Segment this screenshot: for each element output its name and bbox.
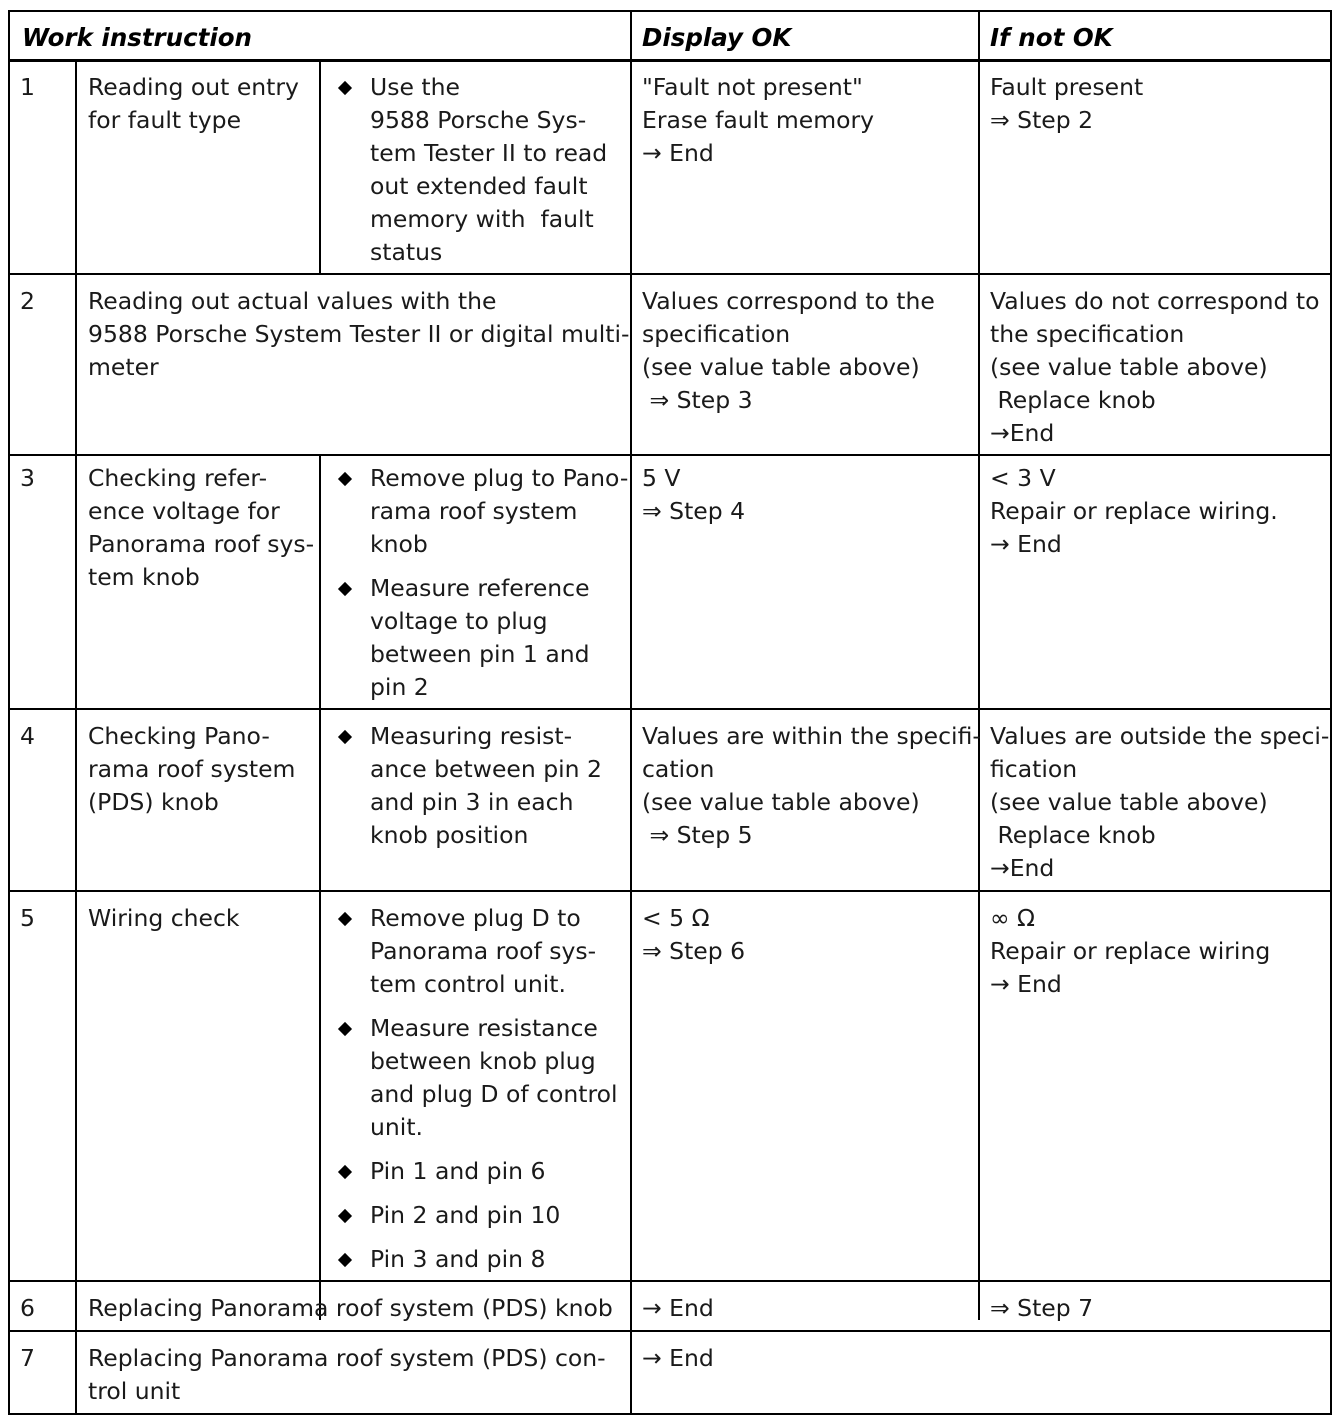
row-divider [10,890,1330,892]
display-ok-text: Values are within the specifi- cation (see value table above) ⇒ Step 5 [642,722,981,849]
column-divider [319,60,321,275]
bullet-item: Remove plug to Pano- rama roof system knob [370,462,628,561]
column-divider [319,455,321,1320]
step-number: 5 [20,904,35,932]
step-number: 4 [20,722,35,750]
bullet-item: Remove plug D to Panorama roof sys- tem control unit. [370,902,596,1001]
column-divider [630,12,632,1413]
work-instruction-table [8,10,1332,1415]
if-not-ok-text: Fault present ⇒ Step 2 [990,73,1144,134]
column-divider [978,12,980,1320]
step-action: Wiring check [88,904,240,932]
bullet-item: Measuring resist- ance between pin 2 and pin 3 in each knob position [370,720,602,852]
header-work-instruction: Work instruction [22,23,252,52]
if-not-ok-text: ∞ Ω Repair or replace wiring → End [990,904,1271,998]
bullet-item: Measure reference voltage to plug between pin 1 and pin 2 [370,572,590,704]
header-display-ok: Display OK [642,23,792,52]
display-ok-text: → End [642,1344,714,1372]
display-ok-text: < 5 Ω ⇒ Step 6 [642,904,746,965]
row-divider [10,59,1330,62]
bullet-item: Measure resistance between knob plug and plug D of control unit. [370,1012,618,1144]
row-divider [10,454,1330,456]
row-divider [10,1280,1330,1282]
display-ok-text: Values correspond to the specification (see value table above) ⇒ Step 3 [642,287,935,414]
step-action: Reading out actual values with the 9588 Porsche System Tester II or digital multi- meter [88,287,630,381]
if-not-ok-text: Values are outside the speci- fication (see value table above) Replace knob →End [990,722,1330,882]
step-action: Reading out entry for fault type [88,73,299,134]
bullet-item: Pin 1 and pin 6 [370,1155,545,1188]
step-number: 6 [20,1294,35,1322]
row-divider [10,1330,1330,1332]
step-action: Checking Pano- rama roof system (PDS) knob [88,722,296,816]
step-number: 3 [20,464,35,492]
step-number: 7 [20,1344,35,1372]
header-if-not-ok: If not OK [990,23,1113,52]
step-number: 1 [20,73,35,101]
step-action: Checking refer- ence voltage for Panorama roof sys- tem knob [88,464,315,591]
step-action: Replacing Panorama roof system (PDS) con- trol unit [88,1344,606,1405]
row-divider [10,273,1330,275]
step-action: Replacing Panorama roof system (PDS) knob [88,1294,613,1322]
display-ok-text: "Fault not present" Erase fault memory → End [642,73,875,167]
if-not-ok-text: Values do not correspond to the specification (see value table above) Replace knob →End [990,287,1320,447]
display-ok-text: 5 V ⇒ Step 4 [642,464,746,525]
column-divider [75,60,77,1413]
if-not-ok-text: ⇒ Step 7 [990,1294,1094,1322]
row-divider [10,708,1330,710]
step-number: 2 [20,287,35,315]
bullet-item: Use the 9588 Porsche Sys- tem Tester II to read out extended fault memory with fault status [370,71,607,269]
display-ok-text: → End [642,1294,714,1322]
bullet-item: Pin 3 and pin 8 [370,1243,545,1276]
bullet-item: Pin 2 and pin 10 [370,1199,560,1232]
if-not-ok-text: < 3 V Repair or replace wiring. → End [990,464,1278,558]
